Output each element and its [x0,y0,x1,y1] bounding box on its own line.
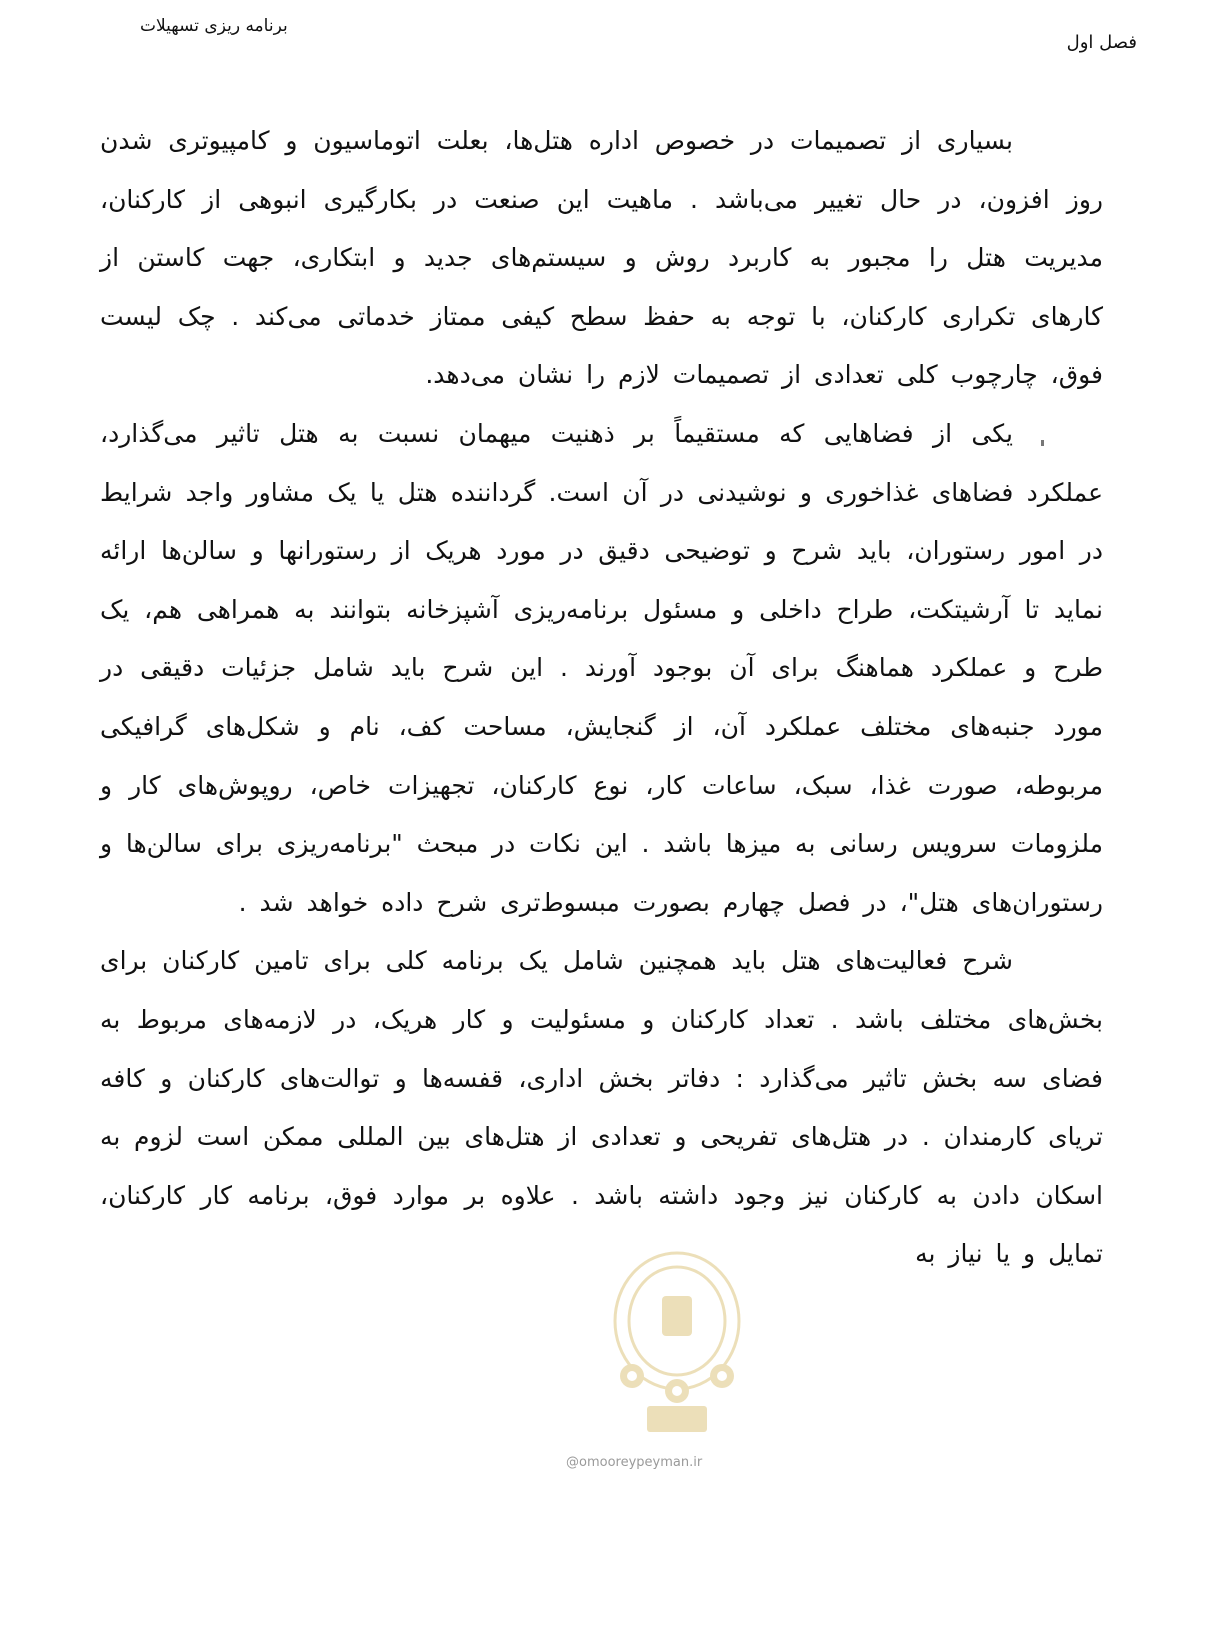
page-header [0,14,1229,54]
chapter-label: فصل اول [1066,32,1137,53]
paragraph-2: یکی از فضاهایی که مستقیماً بر ذهنیت میهمان نسبت به هتل تاثیر می‌گذارد، عملکرد فضاهای غذاخوری و نوشیدنی در آن است. گرداننده هتل یا یک مشاور واجد شرایط در امور رستوران، باید شرح و توضیحی دقیق در مورد هریک از رستورانها و سالن‌ها ارائه نماید تا آرشیتکت، طراح داخلی و مسئول برنامه‌ریزی آشپزخانه بتوانند به همراهی هم، یک طرح و عملکرد هماهنگ برای آن بوجود آورند . این شرح باید شامل جزئیات دقیقی در مورد جنبه‌های مختلف عملکرد آن، از گنجایش، مساحت کف، نام و شکل‌های گرافیکی مربوطه، صورت غذا، سبک، ساعات کار، نوع کارکنان، تجهیزات خاص، روپوش‌های کار و ملزومات سرویس رسانی به میزها باشد . این نکات در مبحث "برنامه‌ریزی برای سالن‌ها و رستوران‌های هتل"، در فصل چهارم بصورت مبسوط‌تری شرح داده خواهد شد . [100,418,1103,917]
paragraph-3: شرح فعالیت‌های هتل باید همچنین شامل یک برنامه کلی برای تامین کارکنان برای بخش‌های مختلف باشد . تعداد کارکنان و مسئولیت و کار هریک، در لازمه‌های مربوط به فضای سه بخش تاثیر می‌گذارد : دفاتر بخش اداری، قفسه‌ها و توالت‌های کارکنان و کافه تریای کارمندان . در هتل‌های تفریحی و تعدادی از هتل‌های بین المللی ممکن است لزوم به اسکان دادن به کارکنان نیز وجود داشته باشد . علاوه بر موارد فوق، برنامه کار کارکنان، تمایل و یا نیاز به [100,946,1103,1269]
paragraph-1: بسیاری از تصمیمات در خصوص اداره هتل‌ها، بعلت اتوماسیون و کامپیوتری شدن روز افزون، در حال تغییر می‌باشد . ماهیت این صنعت در بکارگیری انبوهی از کارکنان، مدیریت هتل را مجبور به کاربرد روش و سیستم‌های جدید و ابتکاری، جهت کاستن از کارهای تکراری کارکنان، با توجه به حفظ سطح کیفی ممتاز خدماتی می‌کند . چک لیست فوق، چارچوب کلی تعدادی از تصمیمات لازم را نشان می‌دهد. [100,126,1103,390]
body-text [100,112,1103,1284]
watermark-url: @omooreypeyman.ir [566,1455,703,1470]
running-title: برنامه ریزی تسهیلات [140,16,288,36]
watermark-stamp-icon [592,1236,762,1446]
margin-mark [1041,440,1044,446]
